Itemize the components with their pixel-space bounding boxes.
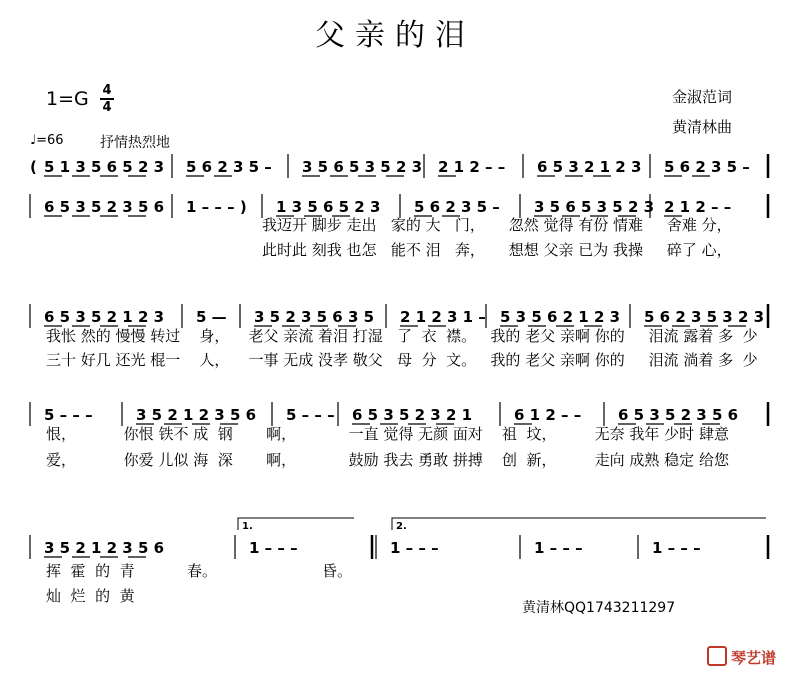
measure-notes: 6 5 3 5 2 3 5 6 [44, 198, 165, 216]
measure-notes: 1 – – – ) [186, 198, 247, 216]
time-signature-top: 4 [102, 83, 112, 98]
measure-notes: 5 – – – [286, 406, 335, 424]
measure-notes: 3 5 6 5 3 5 2 3 [534, 198, 655, 216]
measure-notes: 2 1 2 – – [664, 198, 732, 216]
measure-notes: 2 1 2 – – [438, 158, 506, 176]
measure-notes: ( [30, 158, 37, 176]
watermark-logo [707, 646, 776, 668]
measure-notes: 5 1 3 5 6 5 2 3 [44, 158, 165, 176]
measure-notes: 3 5 2 1 2 3 5 6 [44, 539, 165, 557]
measure-notes: 1 – – – [534, 539, 583, 557]
volta-bracket-1 [238, 518, 354, 530]
key-signature: 1=G [46, 88, 89, 110]
volta-label: 1. [242, 521, 253, 532]
watermark-text: 琴艺谱 [730, 649, 776, 667]
measure-notes: 5 6 2 3 5 – [664, 158, 750, 176]
time-signature-bottom: 4 [102, 100, 112, 115]
measure-notes: 3 5 2 1 2 3 5 6 [136, 406, 257, 424]
measure-notes: 1 – – – [390, 539, 439, 557]
measure-notes: 6 5 3 2 1 2 3 [537, 158, 642, 176]
measure-notes: 5 3 5 6 2 1 2 3 [500, 308, 621, 326]
measure-notes: 6 1 2 – – [514, 406, 582, 424]
logo-icon [707, 646, 727, 666]
measure-notes: 5 6 2 3 5 3 2 3 [644, 308, 765, 326]
measure-notes: 5 6 2 3 5 – [186, 158, 272, 176]
measure-notes: 3 5 2 3 5 6 3 5 [254, 308, 375, 326]
measure-notes: 6 5 3 5 2 1 2 3 [44, 308, 165, 326]
lyric-line: 我怅 然的 慢慢 转过 身， 老父 亲流 着泪 打湿 了 衣 襟。 我的 老父 亲啊 你的 泪流 露着 多 少 [46, 327, 758, 345]
expression-marking: 抒情热烈地 [100, 135, 170, 151]
lyric-line: 爱， 你爱 儿似 海 深 啊， 鼓励 我去 勇敢 拼搏 创 新， 走向 成熟 稳定 给您 [46, 451, 729, 469]
song-title: 父亲的泪 [315, 18, 475, 53]
composer-credit: 黄清林曲 [672, 118, 733, 136]
measure-notes: 1 – – – [249, 539, 298, 557]
measure-notes: 5 – – – [44, 406, 93, 424]
measure-notes: 6 5 3 5 2 3 2 1 [352, 406, 473, 424]
measure-notes: 3 5 6 5 3 5 2 3 [302, 158, 423, 176]
lyric-line: 我迈开 脚步 走出 家的 大 门， 忽然 觉得 有份 情难 舍难 分， [262, 216, 732, 234]
measure-notes: 1 – – – [652, 539, 701, 557]
lyric-line: 挥 霍 的 青 春。 昏。 [46, 562, 352, 580]
measure-notes: 1 3 5 6 5 2 3 [276, 198, 381, 216]
measure-notes: 5 — [196, 308, 227, 326]
signature-text: 黄清林QQ1743211297 [522, 600, 676, 616]
lyric-line: 灿 烂 的 黄 [46, 587, 135, 605]
measure-notes: 6 5 3 5 2 3 5 6 [618, 406, 739, 424]
measure-notes: 5 6 2 3 5 – [414, 198, 500, 216]
volta-label: 2. [396, 521, 407, 532]
tempo-marking: ♩=66 [30, 133, 64, 148]
lyric-line: 此时此 刻我 也怎 能不 泪 奔， 想想 父亲 已为 我操 碎了 心， [262, 241, 732, 259]
lyric-line: 三十 好几 还光 棍一 人， 一事 无成 没孝 敬父 母 分 文。 我的 老父 亲啊 你的 泪流 淌着 多 少 [46, 351, 758, 369]
lyricist-credit: 金淑范词 [672, 88, 733, 106]
volta-bracket-2 [392, 518, 766, 530]
lyric-line: 恨， 你恨 铁不 成 钢 啊， 一直 觉得 无颜 面对 祖 坟， 无奈 我年 少时 肆意 [46, 425, 729, 443]
measure-notes: 2 1 2 3 1 – [400, 308, 486, 326]
